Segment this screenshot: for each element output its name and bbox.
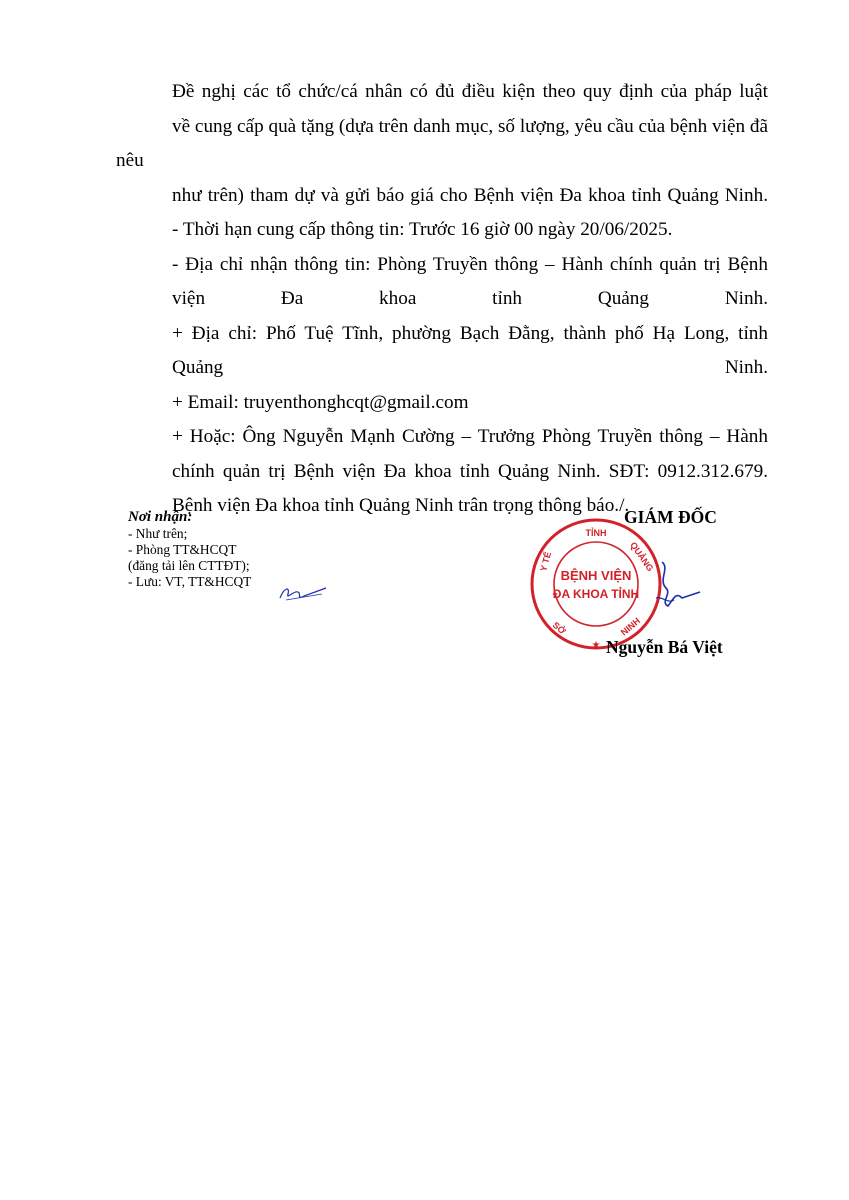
seal-ring-bottom-left: SỞ	[550, 619, 568, 637]
seal-center-line2: ĐA KHOA TỈNH	[552, 587, 640, 601]
seal-center-line1: BỆNH VIỆN	[560, 568, 632, 583]
recipients-block	[128, 508, 388, 590]
official-seal	[528, 516, 664, 652]
director-signature	[648, 558, 708, 614]
paragraph-invitation	[116, 75, 768, 213]
recipient-line: - Như trên;	[128, 526, 188, 541]
recipient-line: - Phòng TT&HCQT	[128, 542, 237, 557]
text-line: viện Đa khoa tỉnh Quảng Ninh.	[172, 288, 768, 309]
recipient-line: (đăng tải lên CTTĐT);	[128, 558, 250, 573]
paragraph-address	[116, 317, 768, 386]
text-line: về cung cấp quà tặng (dựa trên danh mục, số lượng, yêu cầu của bệnh viện đã nêu	[116, 115, 768, 171]
text-line: Bệnh viện Đa khoa tỉnh Quảng Ninh trân trọng thông báo./.	[172, 495, 630, 516]
text-line: + Địa chỉ: Phố Tuệ Tĩnh, phường Bạch Đằng, thành phố Hạ Long, tỉnh	[172, 322, 768, 344]
text-line: Đề nghị các tổ chức/cá nhân có đủ điều kiện theo quy định của pháp luật	[172, 81, 768, 102]
text-line: - Địa chỉ nhận thông tin: Phòng Truyền thông – Hành chính quản trị Bệnh	[172, 253, 768, 275]
seal-ring-right: QUẢNG	[628, 540, 656, 574]
text-line: như trên) tham dự và gửi báo giá cho Bệnh viện Đa khoa tỉnh Quảng Ninh.	[172, 184, 768, 206]
recipient-line: - Lưu: VT, TT&HCQT	[128, 574, 252, 589]
seal-ring-left: Y TẾ	[538, 550, 554, 573]
seal-ring-bottom-right: NINH	[618, 615, 643, 638]
director-title: GIÁM ĐỐC	[624, 507, 717, 527]
seal-ring-top: TỈNH	[585, 528, 607, 538]
seal-star-icon: ★	[591, 640, 601, 651]
text-line: chính quản trị Bệnh viện Đa khoa tỉnh Quảng Ninh. SĐT: 0912.312.679.	[172, 460, 768, 482]
paragraph-email	[116, 386, 768, 421]
recipients-heading: Nơi nhận:	[128, 509, 193, 525]
initials-signature	[276, 580, 330, 606]
text-line: + Hoặc: Ông Nguyễn Mạnh Cường – Trưởng Phòng Truyền thông – Hành	[172, 426, 768, 447]
text-line: - Thời hạn cung cấp thông tin: Trước 16 giờ 00 ngày 20/06/2025.	[172, 219, 673, 240]
document-body	[116, 75, 768, 524]
text-line: + Email: truyenthonghcqt@gmail.com	[172, 391, 469, 413]
text-line: Quảng Ninh.	[172, 357, 768, 378]
paragraph-deadline	[116, 213, 768, 248]
paragraph-contact-person	[116, 420, 768, 489]
director-name: Nguyễn Bá Việt	[606, 637, 723, 657]
paragraph-receiving-office	[116, 248, 768, 317]
